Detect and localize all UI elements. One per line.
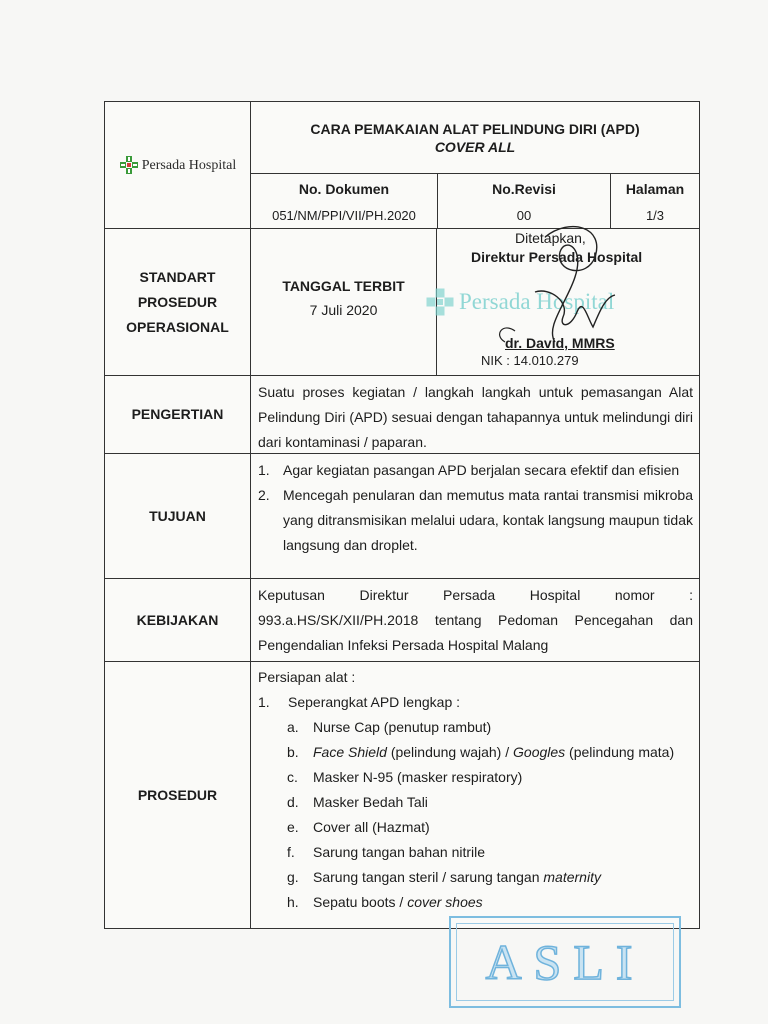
item-italic: Face Shield (313, 744, 387, 760)
logo-cell (105, 102, 251, 228)
item-text: Sarung tangan bahan nitrile (313, 844, 486, 860)
doc-number-label: No. Dokumen (298, 181, 390, 197)
revision-value: 00 (516, 208, 532, 223)
item-text (313, 890, 483, 915)
purpose-text: Agar kegiatan pasangan APD berjalan secara efektif dan efisien (283, 462, 680, 478)
doc-number-value: 051/NM/PPI/VII/PH.2020 (272, 208, 416, 223)
sop-row (105, 228, 699, 375)
issue-date-value: 7 Juli 2020 (309, 302, 378, 318)
doctor-name: dr. David, MMRS (505, 335, 615, 351)
item-italic: Googles (513, 744, 566, 760)
item-letter: a. (287, 719, 299, 735)
purpose-label: TUJUAN (105, 454, 251, 578)
sop-document (104, 101, 700, 929)
list-item (287, 790, 693, 815)
purpose-num: 2. (258, 487, 270, 503)
set-by-text: Ditetapkan, (515, 230, 586, 246)
list-item (258, 690, 693, 715)
item-letter: c. (287, 769, 298, 785)
item-text-part: Sarung tangan steril / sarung tangan (313, 869, 544, 885)
list-item (287, 890, 693, 915)
item-italic: cover shoes (407, 894, 483, 910)
director-title: Direktur Persada Hospital (471, 249, 643, 265)
logo-text: Persada Hospital (141, 157, 237, 173)
approval-cell (437, 229, 699, 375)
item-letter: h. (287, 894, 299, 910)
hospital-cross-icon (119, 155, 139, 175)
procedure-content (251, 662, 699, 928)
item-text (313, 865, 601, 890)
definition-row (105, 375, 699, 453)
sop-label (105, 229, 251, 375)
sop-label-line2: PROSEDUR (137, 293, 218, 310)
item-letter: d. (287, 794, 299, 810)
title-sub: COVER ALL (434, 138, 516, 155)
item-letter: f. (287, 844, 295, 860)
item-text: Nurse Cap (penutup rambut) (313, 719, 492, 735)
item-text: Masker N-95 (masker respiratory) (313, 769, 523, 785)
procedure-intro: Persiapan alat : (258, 669, 356, 685)
policy-text: Keputusan Direktur Persada Hospital nomor : 993.a.HS/SK/XII/PH.2018 tentang Pedoman Pencegahan dan Pengendalian Infeksi Persada Hospital Malang (258, 587, 693, 653)
purpose-text: Mencegah penularan dan memutus mata rantai transmisi mikroba yang ditransmisikan melalui udara, kontak langsung maupun tidak langsung dan droplet. (283, 487, 693, 553)
revision-label: No.Revisi (492, 181, 556, 197)
list-item (287, 740, 693, 765)
item-text-part: (pelindung mata) (565, 744, 675, 760)
list-item (287, 815, 693, 840)
list-item (287, 765, 693, 790)
item-italic: maternity (543, 869, 601, 885)
procedure-label: PROSEDUR (105, 662, 251, 928)
stamp-text: ASLI (456, 923, 674, 1001)
watermark-cross-icon (425, 287, 455, 317)
item-letter: e. (287, 819, 299, 835)
policy-row (105, 578, 699, 661)
header-row (105, 102, 699, 228)
sop-right (251, 229, 699, 375)
list-item (287, 865, 693, 890)
title-main: CARA PEMAKAIAN ALAT PELINDUNG DIRI (APD) (310, 120, 640, 137)
list-item (258, 483, 693, 558)
hospital-logo (119, 153, 236, 178)
doc-number-cell (251, 174, 438, 228)
list-item (287, 715, 693, 740)
list-item (258, 458, 693, 483)
page-label: Halaman (625, 181, 685, 197)
item-text: Masker Bedah Tali (313, 794, 428, 810)
doctor-nik: NIK : 14.010.279 (481, 353, 579, 368)
definition-text: Suatu proses kegiatan / langkah langkah untuk pemasangan Alat Pelindung Diri (APD) sesuai dengan tahapannya untuk melindungi diri dari kontaminasi / paparan. (258, 384, 693, 450)
issue-date-label: TANGGAL TERBIT (282, 278, 405, 294)
watermark-text: Persada Hospital (459, 289, 615, 314)
document-title (251, 102, 699, 174)
definition-label: PENGERTIAN (105, 376, 251, 453)
sop-label-line1: STANDART (139, 268, 216, 285)
issue-date-cell (251, 229, 437, 375)
item-text (313, 740, 674, 765)
policy-label: KEBIJAKAN (105, 579, 251, 661)
original-stamp (449, 916, 681, 1008)
item-text-part: (pelindung wajah) / (386, 744, 514, 760)
header-right (251, 102, 699, 228)
purpose-row (105, 453, 699, 578)
item-letter: g. (287, 869, 299, 885)
procedure-row (105, 661, 699, 928)
purpose-num: 1. (258, 462, 270, 478)
procedure-num: 1. (258, 694, 270, 710)
sop-label-line3: OPERASIONAL (126, 318, 229, 335)
list-item (287, 840, 693, 865)
purpose-list (251, 454, 699, 578)
item-text: Cover all (Hazmat) (313, 819, 430, 835)
page-value: 1/3 (645, 208, 665, 223)
procedure-group: Seperangkat APD lengkap : (288, 694, 461, 710)
item-text-part: Sepatu boots / (313, 894, 408, 910)
item-letter: b. (287, 744, 299, 760)
